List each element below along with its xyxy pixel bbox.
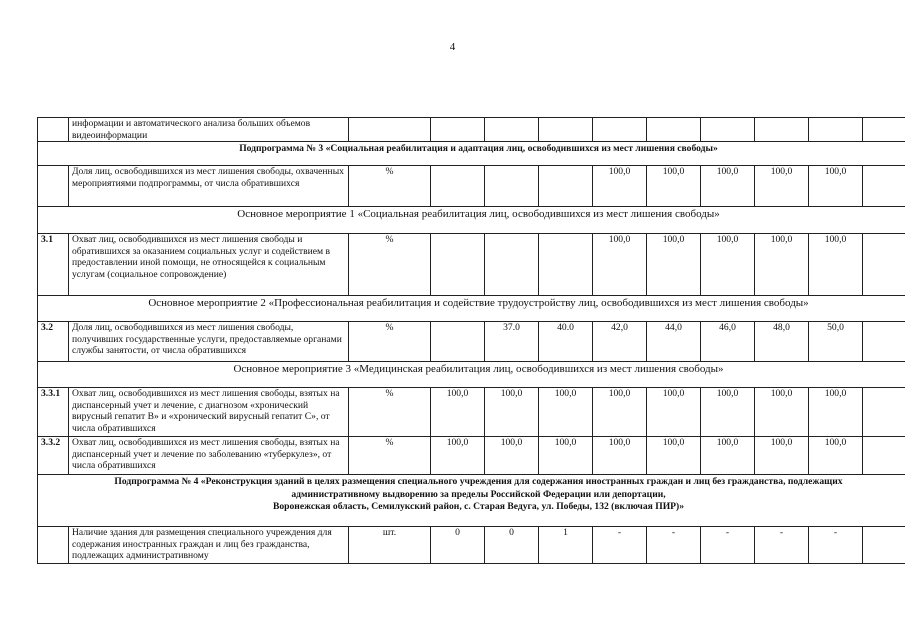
value-cell: - bbox=[755, 527, 809, 564]
page-number: 4 bbox=[449, 41, 456, 53]
value-cell bbox=[863, 388, 905, 437]
subprogram-heading bbox=[38, 475, 905, 527]
row-number bbox=[38, 166, 69, 207]
value-cell: 100,0 bbox=[809, 166, 863, 207]
value-cell bbox=[539, 166, 593, 207]
subprogram-4-title bbox=[38, 475, 905, 527]
value-cell bbox=[863, 166, 905, 207]
value-cell bbox=[863, 234, 905, 296]
value-cell bbox=[431, 234, 485, 296]
value-cell: 100,0 bbox=[755, 234, 809, 296]
table-row bbox=[38, 527, 905, 564]
value-cell: 100,0 bbox=[647, 234, 701, 296]
value-cell: 100,0 bbox=[593, 437, 647, 475]
activity-heading bbox=[38, 362, 905, 388]
value-cell: - bbox=[647, 527, 701, 564]
subprogram-3-title: Подпрограмма № 3 «Социальная реабилитация и адаптация лиц, освободившихся из мест лишения свободы» bbox=[38, 142, 905, 166]
value-cell: 50,0 bbox=[809, 322, 863, 362]
indicator-name: информации и автоматического анализа больших объемов видеоинформации bbox=[69, 118, 349, 142]
indicator-name: Охват лиц, освободившихся из мест лишения свободы, взятых на диспансерный учет и лечение, с диагнозом «хронический вирусный гепатит В» и «хронический вирусный гепатит С», от числа обратившихся bbox=[69, 388, 349, 437]
value-cell bbox=[431, 166, 485, 207]
unit: % bbox=[349, 166, 431, 207]
value-cell: - bbox=[809, 527, 863, 564]
unit: % bbox=[349, 322, 431, 362]
value-cell: 100,0 bbox=[755, 166, 809, 207]
unit: % bbox=[349, 388, 431, 437]
indicator-name: Наличие здания для размещения специального учреждения для содержания иностранных граждан и лиц без гражданства, подлежащих административному bbox=[69, 527, 349, 564]
table-row bbox=[38, 388, 905, 437]
table-row bbox=[38, 166, 905, 207]
value-cell: 100,0 bbox=[539, 437, 593, 475]
unit: % bbox=[349, 234, 431, 296]
value-cell: 100,0 bbox=[701, 388, 755, 437]
value-cell: 100,0 bbox=[701, 166, 755, 207]
activity-heading bbox=[38, 296, 905, 322]
value-cell bbox=[485, 166, 539, 207]
value-cell bbox=[431, 322, 485, 362]
subprogram-4-line2: административному выдворению за пределы Российской Федерации или депортации, bbox=[291, 488, 666, 500]
value-cell bbox=[863, 527, 905, 564]
row-number bbox=[38, 527, 69, 564]
value-cell: 100,0 bbox=[755, 437, 809, 475]
value-cell: 100,0 bbox=[431, 388, 485, 437]
row-number: 3.3.2 bbox=[38, 437, 69, 475]
indicator-name: Доля лиц, освободившихся из мест лишения свободы, охваченных мероприятиями подпрограммы, от числа обратившихся bbox=[69, 166, 349, 207]
indicators-table bbox=[37, 117, 905, 564]
value-cell bbox=[485, 234, 539, 296]
subprogram-4-line1: Подпрограмма № 4 «Реконструкция зданий в целях размещения специального учреждения для содержания иностранных граждан и лиц без гражданства, подлежащих bbox=[114, 476, 843, 487]
row-number: 3.2 bbox=[38, 322, 69, 362]
table-row bbox=[38, 118, 905, 142]
value-cell: 100,0 bbox=[539, 388, 593, 437]
value-cell: 100,0 bbox=[701, 234, 755, 296]
value-cell: 100,0 bbox=[647, 437, 701, 475]
main-activity-2-title: Основное мероприятие 2 «Профессиональная реабилитация и содействие трудоустройству лиц, освободившихся из мест лишения свободы» bbox=[38, 296, 905, 322]
value-cell: - bbox=[701, 527, 755, 564]
table-row bbox=[38, 437, 905, 475]
value-cell: 37.0 bbox=[485, 322, 539, 362]
value-cell: 100,0 bbox=[593, 166, 647, 207]
value-cell bbox=[863, 437, 905, 475]
value-cell: 40.0 bbox=[539, 322, 593, 362]
value-cell: 100,0 bbox=[647, 388, 701, 437]
value-cell: - bbox=[593, 527, 647, 564]
value-cell: 44,0 bbox=[647, 322, 701, 362]
value-cell: 100,0 bbox=[647, 166, 701, 207]
activity-heading bbox=[38, 207, 905, 234]
row-number bbox=[38, 118, 69, 142]
value-cell: 100,0 bbox=[485, 437, 539, 475]
value-cell bbox=[863, 322, 905, 362]
table-row bbox=[38, 322, 905, 362]
value-cell: 1 bbox=[539, 527, 593, 564]
subprogram-4-line3: Воронежская область, Семилукский район, с. Старая Ведуга, ул. Победы, 132 (включая ПИР)» bbox=[272, 501, 685, 512]
value-cell: 100,0 bbox=[593, 234, 647, 296]
unit: % bbox=[349, 437, 431, 475]
value-cell: 100,0 bbox=[431, 437, 485, 475]
value-cell: 100,0 bbox=[701, 437, 755, 475]
value-cell bbox=[539, 234, 593, 296]
indicator-name: Охват лиц, освободившихся из мест лишения свободы, взятых на диспансерный учет и лечение по заболеванию «туберкулез», от числа обратившихся bbox=[69, 437, 349, 475]
unit: шт. bbox=[349, 527, 431, 564]
value-cell: 46,0 bbox=[701, 322, 755, 362]
value-cell: 100,0 bbox=[809, 388, 863, 437]
table-row bbox=[38, 234, 905, 296]
value-cell: 0 bbox=[485, 527, 539, 564]
row-number: 3.3.1 bbox=[38, 388, 69, 437]
indicator-name: Доля лиц, освободившихся из мест лишения свободы, получивших государственные услуги, предоставляемые органами службы занятости, от числа обратившихся bbox=[69, 322, 349, 362]
value-cell: 100,0 bbox=[809, 234, 863, 296]
value-cell: 42,0 bbox=[593, 322, 647, 362]
main-activity-3-title: Основное мероприятие 3 «Медицинская реабилитация лиц, освободившихся из мест лишения свободы» bbox=[38, 362, 905, 388]
row-number: 3.1 bbox=[38, 234, 69, 296]
value-cell: 100,0 bbox=[593, 388, 647, 437]
indicator-name: Охват лиц, освободившихся из мест лишения свободы и обратившихся за оказанием социальных услуг и содействием в предоставлении иной помощи, не относящейся к социальным услугам (социальное сопровождение) bbox=[69, 234, 349, 296]
main-activity-1-title: Основное мероприятие 1 «Социальная реабилитация лиц, освободившихся из мест лишения свободы» bbox=[38, 207, 905, 234]
value-cell: 100,0 bbox=[755, 388, 809, 437]
subprogram-heading bbox=[38, 142, 905, 166]
value-cell: 48,0 bbox=[755, 322, 809, 362]
value-cell: 100,0 bbox=[485, 388, 539, 437]
value-cell: 0 bbox=[431, 527, 485, 564]
value-cell: 100,0 bbox=[809, 437, 863, 475]
